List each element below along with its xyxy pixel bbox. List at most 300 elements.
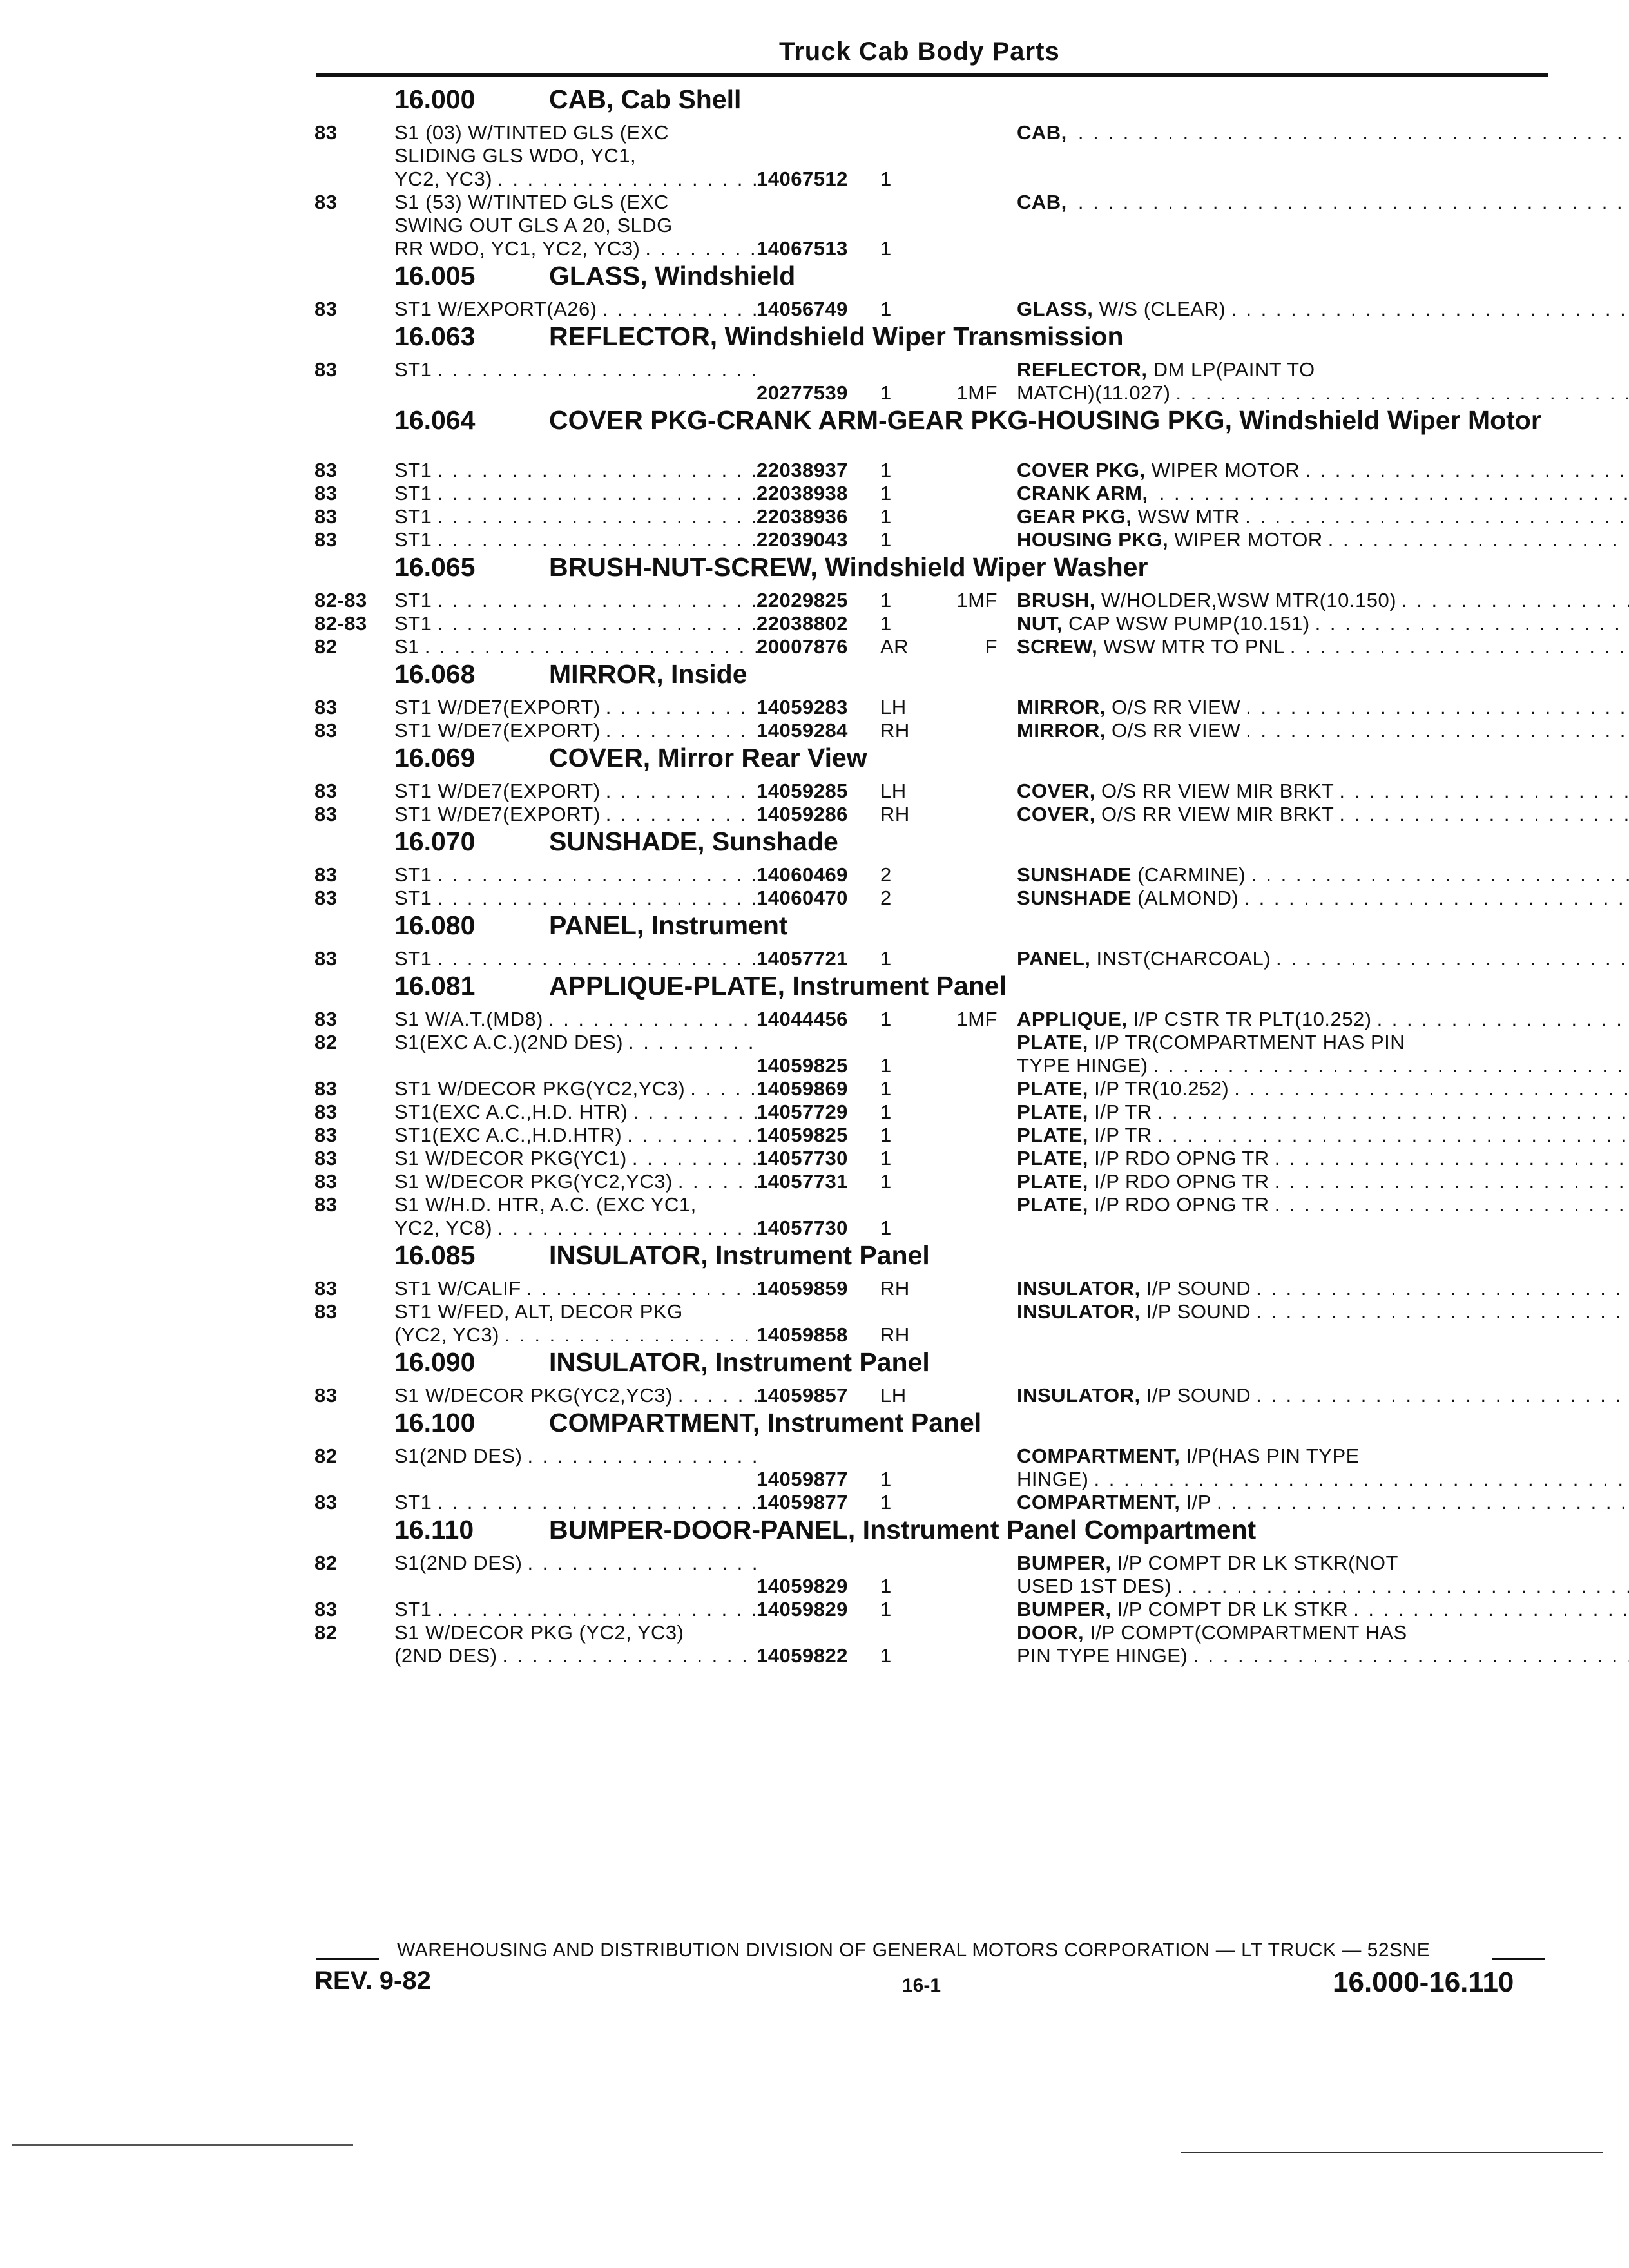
model-year: 83 — [314, 1300, 338, 1323]
dot-leader — [1251, 1277, 1629, 1300]
dot-leader — [497, 1644, 757, 1667]
dot-leader — [1269, 1170, 1629, 1193]
usage-line — [394, 1193, 757, 1216]
item-name: BUMPER, — [1017, 1552, 1112, 1574]
usage-description — [394, 505, 757, 528]
part-number: 22029825 — [757, 589, 848, 611]
dot-leader — [432, 358, 757, 381]
dot-leader — [432, 947, 757, 970]
part-row — [314, 696, 1550, 719]
dot-leader — [432, 887, 757, 910]
item-line — [1017, 1300, 1629, 1323]
item-line — [1017, 1575, 1629, 1598]
dot-leader — [685, 1077, 757, 1100]
item-name: PLATE, — [1017, 1170, 1088, 1193]
usage-line — [394, 1384, 757, 1407]
item-description — [1017, 505, 1629, 528]
usage-description — [394, 696, 757, 719]
usage-line — [394, 696, 757, 719]
quantity: 1 — [880, 1468, 892, 1490]
item-line — [1017, 121, 1629, 144]
usage-line — [394, 1216, 757, 1240]
item-description — [1017, 1170, 1629, 1193]
note-code: 1MF — [956, 1008, 998, 1030]
item-description — [1017, 635, 1629, 658]
model-year: 82 — [314, 1445, 338, 1467]
usage-description — [394, 1031, 757, 1077]
item-description — [1017, 696, 1629, 719]
item-line — [1017, 482, 1629, 505]
usage-line — [394, 1621, 757, 1644]
usage-description — [394, 1170, 757, 1193]
part-number: 14059877 — [757, 1468, 848, 1490]
item-line — [1017, 780, 1629, 803]
item-description — [1017, 1552, 1629, 1598]
usage-text: ST1 — [394, 589, 432, 611]
usage-description — [394, 1147, 757, 1170]
model-year: 83 — [314, 719, 338, 742]
model-year: 83 — [314, 887, 338, 909]
item-detail: HINGE) — [1017, 1468, 1089, 1490]
usage-description — [394, 1300, 757, 1347]
section-number: 16.065 — [394, 552, 476, 582]
dot-leader — [1152, 1100, 1629, 1124]
item-description — [1017, 191, 1629, 260]
usage-text: S1(2ND DES) — [394, 1552, 523, 1574]
usage-line — [394, 298, 757, 321]
part-number: 14059858 — [757, 1323, 848, 1346]
item-line — [1017, 1277, 1629, 1300]
item-line — [1017, 1054, 1629, 1077]
catalog-section — [314, 1514, 1550, 1667]
usage-text: (2ND DES) — [394, 1644, 497, 1667]
dot-leader — [432, 612, 757, 635]
part-row — [314, 298, 1550, 321]
usage-text: ST1 W/DECOR PKG(YC2,YC3) — [394, 1077, 686, 1100]
usage-text: RR WDO, YC1, YC2, YC3) — [394, 237, 641, 260]
catalog-section — [314, 552, 1550, 658]
section-heading — [314, 1407, 1550, 1445]
part-row — [314, 1100, 1550, 1124]
part-row — [314, 1277, 1550, 1300]
dot-leader — [1334, 780, 1629, 803]
model-year: 82 — [314, 1621, 338, 1644]
usage-text: S1(EXC A.C.)(2ND DES) — [394, 1031, 624, 1053]
dot-leader — [628, 1100, 757, 1124]
dot-leader — [1251, 1300, 1629, 1323]
usage-line — [394, 1445, 757, 1468]
part-row — [314, 1008, 1550, 1031]
usage-description — [394, 1552, 757, 1598]
section-heading — [314, 658, 1550, 696]
model-year: 83 — [314, 1008, 338, 1030]
item-detail: TYPE HINGE) — [1017, 1054, 1148, 1077]
part-row — [314, 121, 1550, 191]
quantity: RH — [880, 719, 910, 742]
part-number: 14059825 — [757, 1054, 848, 1077]
section-title: PANEL, Instrument — [549, 910, 788, 940]
usage-line — [394, 947, 757, 970]
item-description — [1017, 358, 1629, 405]
section-heading — [314, 321, 1550, 358]
quantity: AR — [880, 635, 909, 658]
item-line — [1017, 947, 1629, 970]
dot-leader — [1239, 887, 1629, 910]
dot-leader — [1211, 1491, 1629, 1514]
model-year: 82 — [314, 1552, 338, 1574]
part-number: 14060469 — [757, 863, 848, 886]
usage-text: S1 (53) W/TINTED GLS (EXC — [394, 191, 669, 213]
model-year: 83 — [314, 1170, 338, 1193]
usage-text: ST1 — [394, 1598, 432, 1620]
catalog-section — [314, 826, 1550, 910]
item-name: NUT, — [1017, 612, 1063, 635]
dot-leader — [432, 528, 757, 552]
catalog-section — [314, 742, 1550, 826]
note-code: F — [985, 635, 998, 658]
part-row — [314, 1193, 1550, 1240]
usage-line — [394, 1147, 757, 1170]
model-year: 83 — [314, 1193, 338, 1216]
item-description — [1017, 1031, 1629, 1077]
usage-text: ST1 — [394, 358, 432, 381]
part-row — [314, 358, 1550, 405]
model-year: 83 — [314, 505, 338, 528]
part-row — [314, 1552, 1550, 1598]
dot-leader — [1240, 719, 1629, 742]
item-detail: WIPER MOTOR — [1151, 459, 1300, 481]
page-header-title: Truck Cab Body Parts — [779, 37, 1060, 66]
usage-description — [394, 121, 757, 191]
model-year: 83 — [314, 459, 338, 481]
quantity: 1 — [880, 1124, 892, 1146]
usage-text: ST1 W/DE7(EXPORT) — [394, 696, 601, 718]
item-name: COVER PKG, — [1017, 459, 1146, 481]
catalog-section — [314, 1347, 1550, 1407]
part-row — [314, 459, 1550, 482]
item-line — [1017, 1170, 1629, 1193]
quantity: LH — [880, 1384, 907, 1407]
usage-line — [394, 1100, 757, 1124]
item-name: COMPARTMENT, — [1017, 1445, 1181, 1467]
dot-leader — [499, 1323, 757, 1347]
section-number: 16.100 — [394, 1408, 476, 1437]
part-number: 14059285 — [757, 780, 848, 802]
section-title: COVER, Mirror Rear View — [549, 743, 867, 773]
quantity: 1 — [880, 528, 892, 551]
footer-rule-left — [316, 1958, 379, 1960]
parts-list — [314, 84, 1550, 1667]
section-heading — [314, 826, 1550, 863]
item-description — [1017, 887, 1629, 910]
quantity: 1 — [880, 1170, 892, 1193]
usage-line — [394, 237, 757, 260]
item-description — [1017, 612, 1629, 635]
dot-leader — [622, 1124, 757, 1147]
dot-leader — [1323, 528, 1629, 552]
section-heading — [314, 1240, 1550, 1277]
usage-line — [394, 459, 757, 482]
item-description — [1017, 947, 1629, 970]
part-row — [314, 1170, 1550, 1193]
item-detail: INST(CHARCOAL) — [1096, 947, 1271, 970]
model-year: 83 — [314, 482, 338, 505]
dot-leader — [601, 803, 757, 826]
part-row — [314, 1300, 1550, 1347]
item-line — [1017, 1008, 1629, 1031]
section-title: APPLIQUE-PLATE, Instrument Panel — [549, 971, 1007, 1001]
item-detail: O/S RR VIEW MIR BRKT — [1101, 803, 1335, 825]
catalog-section — [314, 405, 1550, 552]
usage-description — [394, 1277, 757, 1300]
usage-description — [394, 1193, 757, 1240]
section-heading — [314, 260, 1550, 298]
item-line — [1017, 1193, 1629, 1216]
dot-leader — [432, 1491, 757, 1514]
quantity: 1 — [880, 1598, 892, 1620]
item-detail: W/HOLDER,WSW MTR(10.150) — [1101, 589, 1397, 611]
item-description — [1017, 863, 1629, 887]
dot-leader — [601, 696, 757, 719]
item-description — [1017, 1598, 1629, 1621]
dot-leader — [1300, 459, 1629, 482]
item-line — [1017, 505, 1629, 528]
item-name: REFLECTOR, — [1017, 358, 1148, 381]
part-number: 14059877 — [757, 1491, 848, 1514]
part-row — [314, 1621, 1550, 1667]
usage-line — [394, 803, 757, 826]
usage-text: ST1 — [394, 612, 432, 635]
section-heading — [314, 742, 1550, 780]
item-line — [1017, 191, 1629, 214]
part-number: 14059825 — [757, 1124, 848, 1146]
quantity: RH — [880, 1323, 910, 1346]
usage-description — [394, 482, 757, 505]
part-number: 14057731 — [757, 1170, 848, 1193]
usage-line — [394, 168, 757, 191]
part-row — [314, 887, 1550, 910]
item-line — [1017, 1468, 1629, 1491]
item-description — [1017, 1008, 1629, 1031]
dot-leader — [1171, 1575, 1629, 1598]
part-row — [314, 528, 1550, 552]
section-title: REFLECTOR, Windshield Wiper Transmission — [549, 322, 1124, 351]
quantity: RH — [880, 1277, 910, 1300]
part-number: 14059869 — [757, 1077, 848, 1100]
item-description — [1017, 803, 1629, 826]
part-row — [314, 1077, 1550, 1100]
quantity: 1 — [880, 381, 892, 404]
part-number: 22038938 — [757, 482, 848, 505]
section-heading — [314, 970, 1550, 1008]
item-detail: WSW MTR — [1137, 505, 1240, 528]
section-number: 16.069 — [394, 743, 476, 773]
dot-leader — [1269, 1147, 1629, 1170]
item-line — [1017, 1100, 1629, 1124]
usage-line — [394, 780, 757, 803]
item-description — [1017, 1491, 1629, 1514]
model-year: 83 — [314, 696, 338, 718]
item-name: BRUSH, — [1017, 589, 1095, 611]
part-row — [314, 1124, 1550, 1147]
item-detail: CAP WSW PUMP(10.151) — [1068, 612, 1310, 635]
usage-description — [394, 780, 757, 803]
section-heading — [314, 1514, 1550, 1552]
usage-line — [394, 1277, 757, 1300]
item-detail: I/P TR — [1094, 1124, 1152, 1146]
part-number: 20007876 — [757, 635, 848, 658]
quantity: 2 — [880, 863, 892, 886]
quantity: 1 — [880, 1216, 892, 1239]
quantity: 1 — [880, 1491, 892, 1514]
usage-line — [394, 1491, 757, 1514]
dot-leader — [1334, 803, 1629, 826]
dot-leader — [1396, 589, 1629, 612]
item-detail: I/P RDO OPNG TR — [1094, 1170, 1269, 1193]
quantity: 1 — [880, 1575, 892, 1597]
section-title: COVER PKG-CRANK ARM-GEAR PKG-HOUSING PKG, Windshield Wiper Motor — [549, 405, 1541, 435]
model-year: 83 — [314, 1077, 338, 1100]
page-number: 16-1 — [902, 1975, 941, 1996]
dot-leader — [1229, 1077, 1629, 1100]
usage-text: ST1 — [394, 1491, 432, 1514]
usage-text: SWING OUT GLS A 20, SLDG — [394, 214, 673, 236]
usage-description — [394, 1445, 757, 1491]
item-detail: I/P — [1186, 1491, 1211, 1514]
usage-text: YC2, YC8) — [394, 1216, 493, 1239]
item-line — [1017, 1077, 1629, 1100]
usage-text: ST1(EXC A.C.,H.D. HTR) — [394, 1100, 628, 1123]
quantity: 1 — [880, 1054, 892, 1077]
part-row — [314, 505, 1550, 528]
usage-description — [394, 528, 757, 552]
scan-artifact-line — [12, 2144, 353, 2146]
usage-description — [394, 589, 757, 612]
usage-description — [394, 1077, 757, 1100]
item-line — [1017, 1621, 1629, 1644]
item-detail: I/P COMPT(COMPARTMENT HAS — [1090, 1621, 1407, 1644]
section-title: SUNSHADE, Sunshade — [549, 827, 838, 856]
model-year: 83 — [314, 1491, 338, 1514]
section-title: MIRROR, Inside — [549, 659, 747, 689]
section-number: 16.064 — [394, 405, 476, 435]
quantity: 1 — [880, 1100, 892, 1123]
dot-leader — [1073, 121, 1629, 144]
note-code: 1MF — [956, 381, 998, 404]
dot-leader — [1240, 696, 1629, 719]
item-name: MIRROR, — [1017, 719, 1106, 742]
model-year: 83 — [314, 947, 338, 970]
quantity: 1 — [880, 1008, 892, 1030]
item-name: INSULATOR, — [1017, 1277, 1141, 1300]
usage-text: ST1 W/FED, ALT, DECOR PKG — [394, 1300, 683, 1323]
part-row — [314, 589, 1550, 612]
quantity: 1 — [880, 947, 892, 970]
usage-description — [394, 863, 757, 887]
usage-line — [394, 635, 757, 658]
item-name: CAB, — [1017, 121, 1067, 144]
item-description — [1017, 1621, 1629, 1667]
item-name: DOOR, — [1017, 1621, 1084, 1644]
revision-label: REV. 9-82 — [314, 1966, 431, 1995]
catalog-section — [314, 84, 1550, 260]
dot-leader — [522, 1445, 757, 1468]
model-year: 82 — [314, 635, 338, 658]
usage-description — [394, 1598, 757, 1621]
item-name: SCREW, — [1017, 635, 1098, 658]
dot-leader — [1073, 191, 1629, 214]
dot-leader — [521, 1277, 757, 1300]
item-line — [1017, 528, 1629, 552]
part-number: 14057730 — [757, 1147, 848, 1169]
item-detail: (ALMOND) — [1137, 887, 1239, 909]
usage-text: S1 W/H.D. HTR, A.C. (EXC YC1, — [394, 1193, 697, 1216]
usage-text: ST1 W/CALIF — [394, 1277, 521, 1300]
quantity: 1 — [880, 168, 892, 190]
item-name: HOUSING PKG, — [1017, 528, 1169, 551]
usage-text: S1(2ND DES) — [394, 1445, 523, 1467]
note-code: 1MF — [956, 589, 998, 611]
model-year: 83 — [314, 1598, 338, 1620]
quantity: 1 — [880, 237, 892, 260]
catalog-section — [314, 1240, 1550, 1347]
section-title: GLASS, Windshield — [549, 261, 796, 291]
usage-text: S1 — [394, 635, 419, 658]
dot-leader — [1246, 863, 1629, 887]
usage-description — [394, 947, 757, 970]
item-description — [1017, 1077, 1629, 1100]
dot-leader — [673, 1384, 757, 1407]
dot-leader — [1089, 1468, 1629, 1491]
usage-description — [394, 459, 757, 482]
part-number: 14057729 — [757, 1100, 848, 1123]
dot-leader — [543, 1008, 757, 1031]
part-row — [314, 780, 1550, 803]
dot-leader — [1251, 1384, 1629, 1407]
usage-description — [394, 1008, 757, 1031]
item-description — [1017, 1277, 1629, 1300]
part-number: 14044456 — [757, 1008, 848, 1030]
dot-leader — [432, 505, 757, 528]
item-detail: O/S RR VIEW — [1111, 719, 1241, 742]
section-heading — [314, 84, 1550, 121]
section-number: 16.000 — [394, 84, 476, 114]
item-detail: I/P RDO OPNG TR — [1094, 1147, 1269, 1169]
model-year: 83 — [314, 191, 338, 213]
catalog-section — [314, 1407, 1550, 1514]
dot-leader — [601, 719, 757, 742]
footer-publisher: WAREHOUSING AND DISTRIBUTION DIVISION OF GENERAL MOTORS CORPORATION — LT TRUCK — 52SNE — [397, 1939, 1431, 1961]
dot-leader — [1226, 298, 1629, 321]
dot-leader — [1148, 1054, 1629, 1077]
item-line — [1017, 719, 1629, 742]
dot-leader — [1152, 1124, 1629, 1147]
model-year: 83 — [314, 358, 338, 381]
usage-line — [394, 589, 757, 612]
catalog-section — [314, 910, 1550, 970]
usage-text: ST1(EXC A.C.,H.D.HTR) — [394, 1124, 622, 1146]
dot-leader — [1240, 505, 1629, 528]
item-detail: I/P SOUND — [1146, 1277, 1251, 1300]
usage-text: ST1 W/EXPORT(A26) — [394, 298, 597, 320]
dot-leader — [1271, 947, 1629, 970]
dot-leader — [432, 1598, 757, 1621]
item-detail: PIN TYPE HINGE) — [1017, 1644, 1188, 1667]
item-name: COVER, — [1017, 803, 1095, 825]
item-description — [1017, 459, 1629, 482]
dot-leader — [492, 168, 757, 191]
usage-line — [394, 1077, 757, 1100]
